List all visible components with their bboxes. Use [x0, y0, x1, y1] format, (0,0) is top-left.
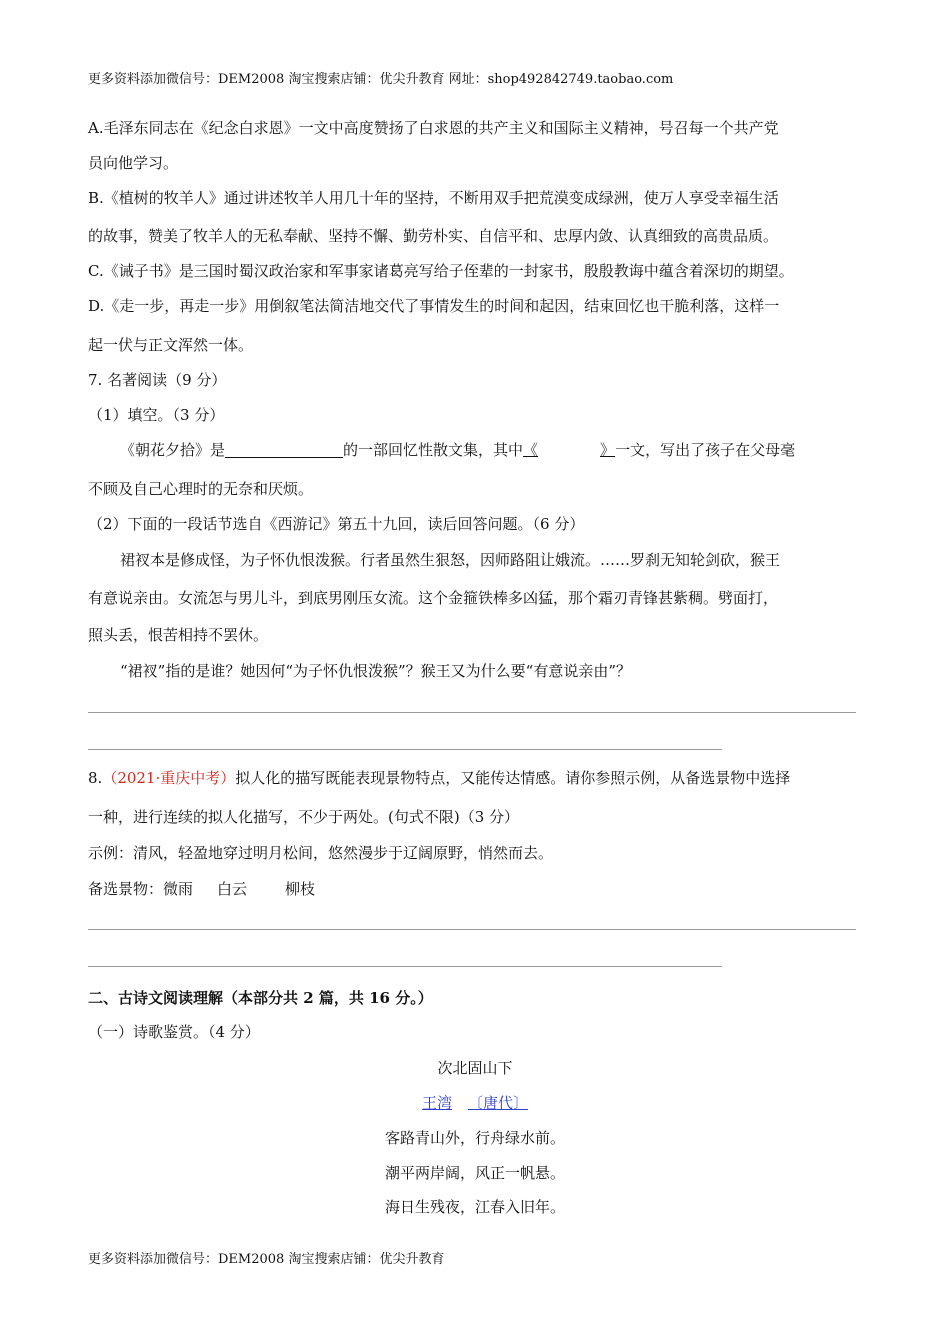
- option-a-line2: 员向他学习。: [88, 154, 179, 172]
- q8-options-label: 备选景物：: [88, 880, 164, 898]
- q8-line2: 一种，进行连续的拟人化描写，不少于两处。(句式不限)（3 分）: [88, 808, 520, 826]
- answer-line[interactable]: [88, 929, 856, 930]
- q8-options: [88, 879, 315, 899]
- answer-blank-title[interactable]: 《 》: [523, 441, 616, 459]
- answer-line[interactable]: [88, 966, 722, 967]
- poem-author-link[interactable]: 王湾: [421, 1094, 452, 1112]
- poem-line3: 海日生残夜，江春入旧年。: [384, 1198, 565, 1216]
- option-b-line1: B.《植树的牧羊人》通过讲述牧羊人用几十年的坚持，不断用双手把荒漠变成绿洲，使万人享受幸福生活: [88, 189, 779, 207]
- answer-line[interactable]: [88, 749, 722, 750]
- page-header: 更多资料添加微信号：DEM2008 淘宝搜索店铺：优尖升教育 网址：shop492842749.taobao.com: [88, 72, 674, 87]
- poem-byline: [0, 1093, 950, 1113]
- option-b-line2: 的故事，赞美了牧羊人的无私奉献、坚持不懈、勤劳朴实、自信平和、忠厚内敛、认真细致的高贵品质。: [88, 227, 779, 245]
- answer-line[interactable]: [88, 712, 856, 713]
- page-footer: 更多资料添加微信号：DEM2008 淘宝搜索店铺：优尖升教育: [88, 1252, 445, 1267]
- option-c-line1: C.《诫子书》是三国时蜀汉政治家和军事家诸葛亮写给子侄辈的一封家书，殷殷教诲中蕴含着深切的期望。: [88, 262, 794, 280]
- poem-dynasty-link[interactable]: 〔唐代〕: [468, 1094, 529, 1112]
- q7-fill-text-a: 《朝花夕拾》是: [120, 441, 226, 459]
- q7-part2-title: （2）下面的一段话节选自《西游记》第五十九回，读后回答问题。（6 分）: [88, 515, 585, 533]
- q8-number: 8.: [88, 769, 103, 787]
- poem-line1: 客路青山外，行舟绿水前。: [384, 1129, 565, 1147]
- answer-blank-author[interactable]: [225, 441, 343, 458]
- q8-source: （2021·重庆中考）: [102, 769, 236, 787]
- poem-title: 次北固山下: [437, 1059, 513, 1077]
- q8-option-1: 微雨: [163, 880, 194, 898]
- q7-fill-text-d: 一文，写出了孩子在父母毫: [615, 441, 796, 459]
- q7-passage-line1: 裙衩本是修成怪，为子怀仇恨泼猴。行者虽然生狠怒，因师路阻让娥流。……罗刹无知轮剑砍，猴王: [120, 551, 781, 569]
- q7-part1-fill-line: [120, 440, 795, 460]
- q7-part1-title: （1）填空。（3 分）: [88, 406, 225, 424]
- q8-line1: [88, 768, 790, 788]
- q7-passage-line2: 有意说亲由。女流怎与男儿斗，到底男刚压女流。这个金箍铁棒多凶猛，那个霜刃青锋甚紫稠。劈面打，: [88, 589, 779, 607]
- q7-title: 7. 名著阅读（9 分）: [88, 371, 227, 389]
- option-a-line1: A.毛泽东同志在《纪念白求恩》一文中高度赞扬了白求恩的共产主义和国际主义精神，号召每一个共产党: [88, 119, 779, 137]
- q8-text1: 拟人化的描写既能表现景物特点，又能传达情感。请你参照示例，从备选景物中选择: [235, 769, 791, 787]
- q8-example: 示例：清风，轻盈地穿过明月松间，悠然漫步于辽阔原野，悄然而去。: [88, 844, 554, 862]
- option-d-line2: 起一伏与正文浑然一体。: [88, 336, 254, 354]
- poem-line2: 潮平两岸阔，风正一帆悬。: [384, 1164, 565, 1182]
- q8-option-2: 白云: [217, 880, 248, 898]
- q7-fill-text-b: 的一部回忆性散文集，其中: [343, 441, 524, 459]
- section2-sub: （一）诗歌鉴赏。（4 分）: [88, 1023, 260, 1041]
- option-d-line1: D.《走一步，再走一步》用倒叙笔法简洁地交代了事情发生的时间和起因，结束回忆也干脆利落，这样一: [88, 297, 780, 315]
- q8-option-3: 柳枝: [285, 880, 316, 898]
- section2-title: 二、古诗文阅读理解（本部分共 2 篇，共 16 分。）: [88, 989, 433, 1007]
- q7-part1-line2: 不顾及自己心理时的无奈和厌烦。: [88, 480, 314, 498]
- q7-question: “裙衩”指的是谁？她因何“为子怀仇恨泼猴”？猴王又为什么要“有意说亲由”？: [120, 662, 632, 680]
- q7-passage-line3: 照头丢，恨苦相持不罢休。: [88, 626, 269, 644]
